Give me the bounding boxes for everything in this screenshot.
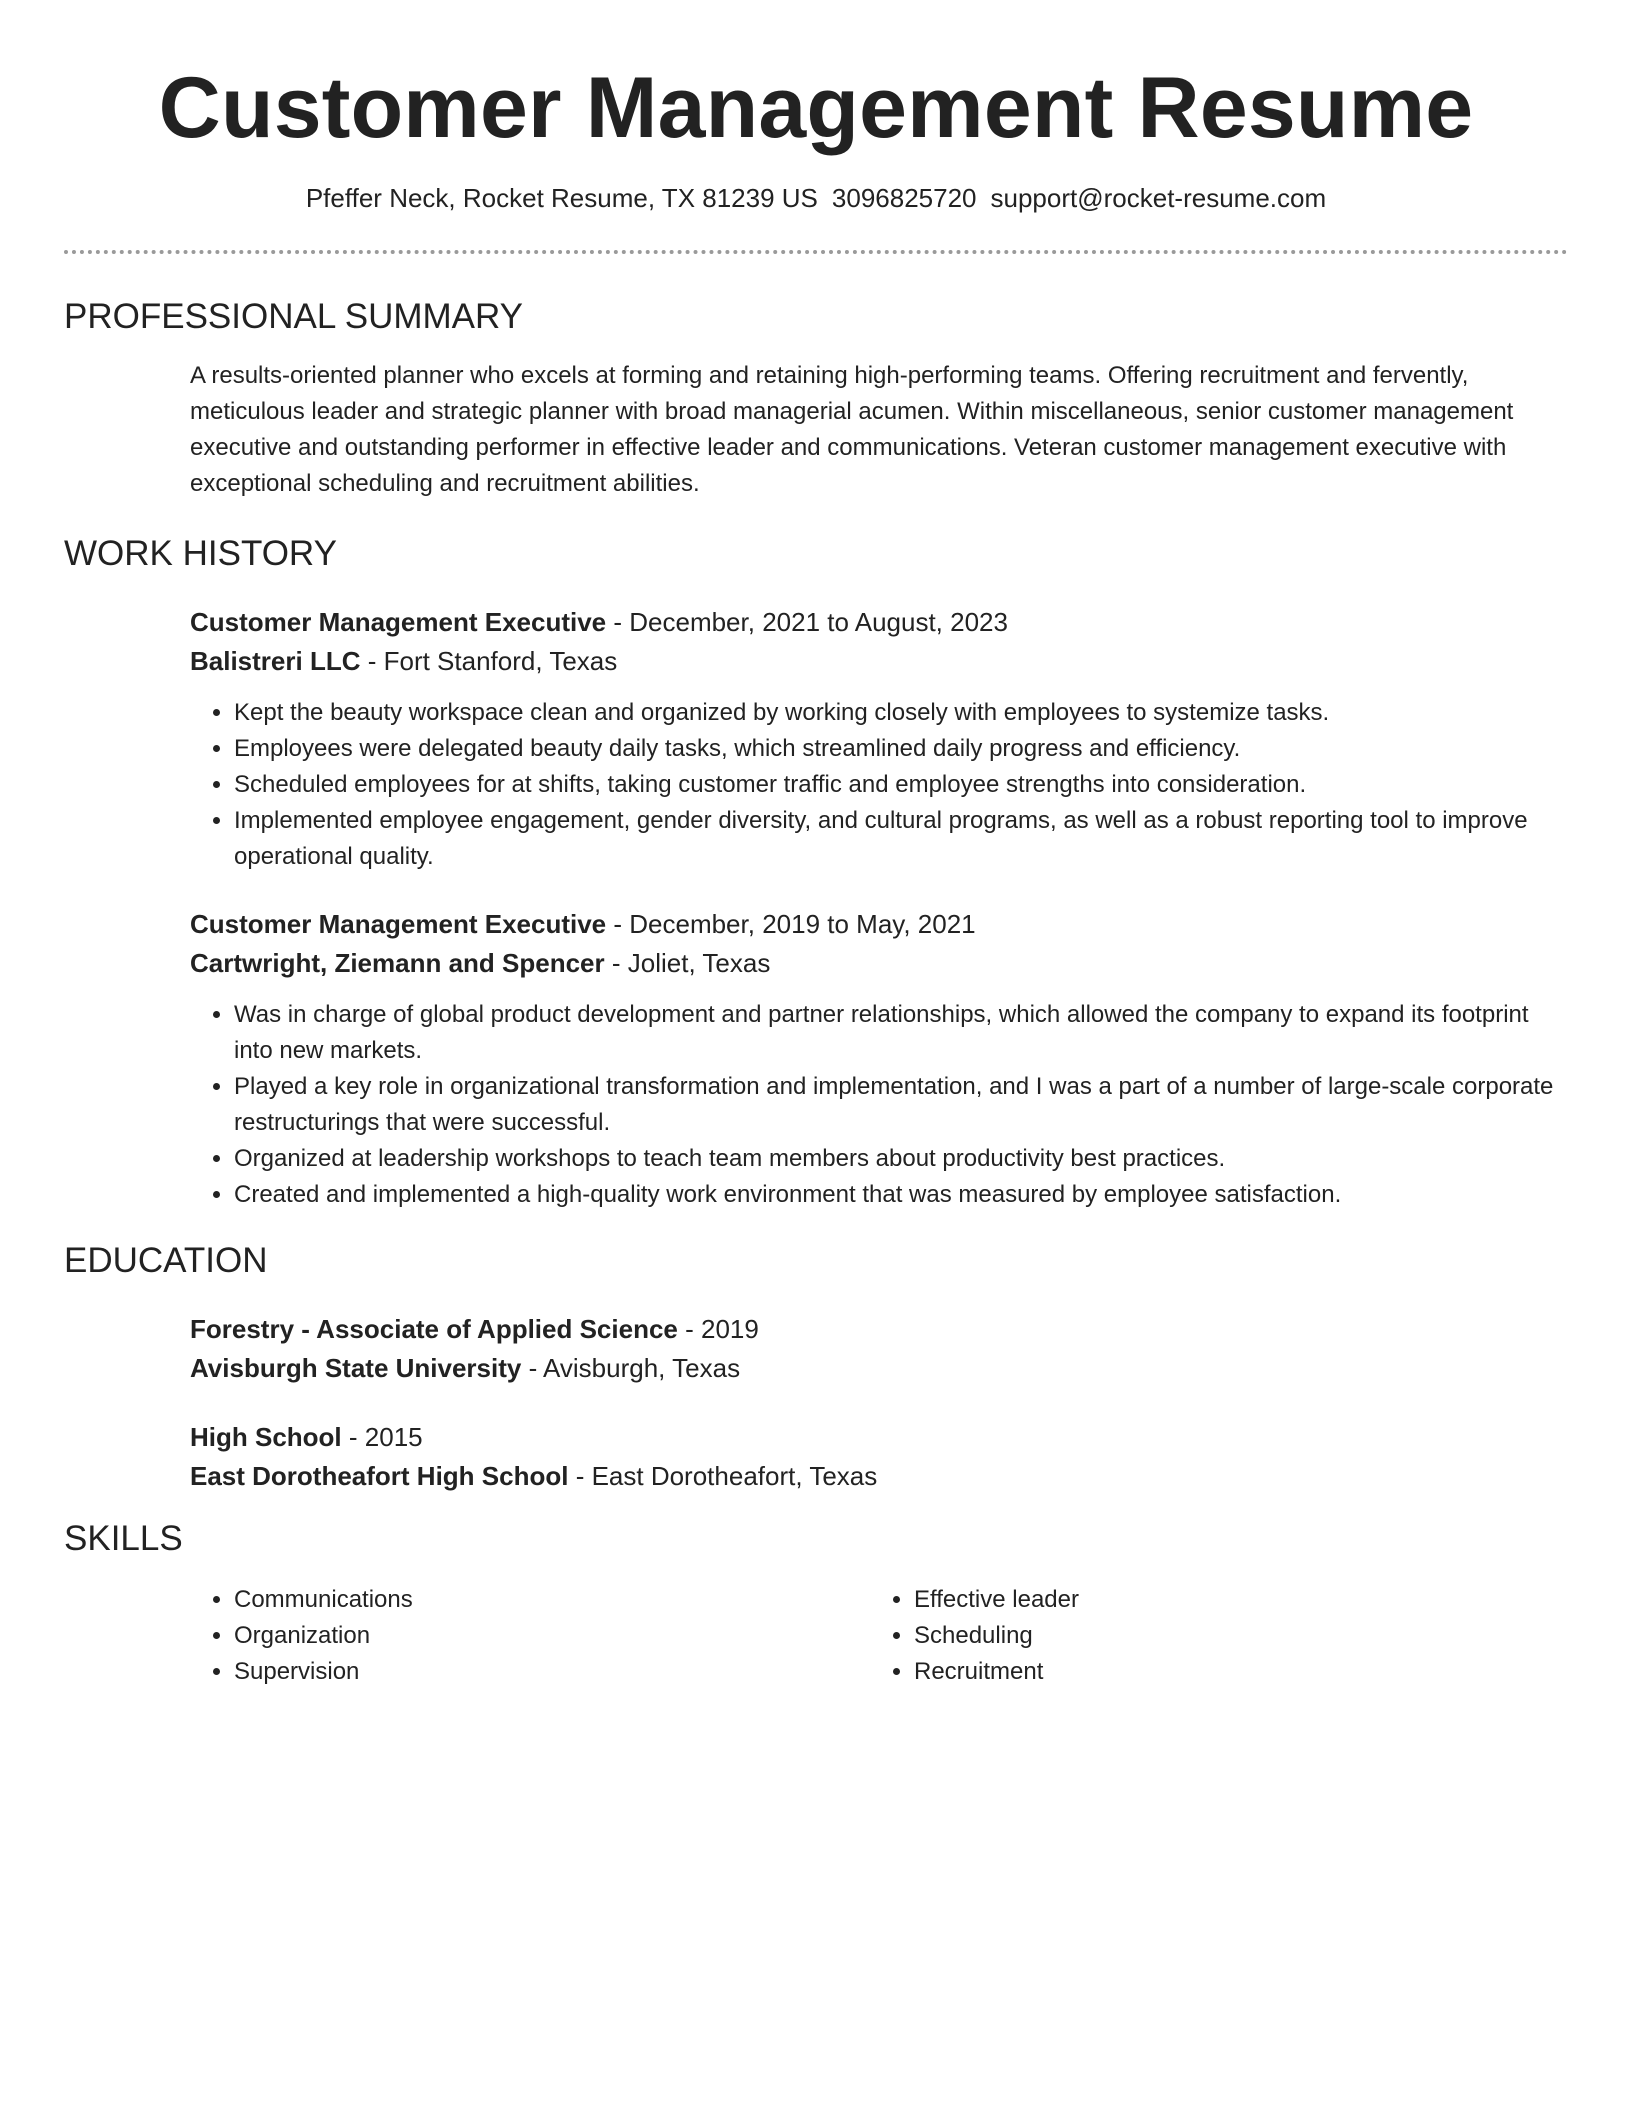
job-bullets bbox=[190, 997, 1568, 1213]
job-title: Customer Management Executive bbox=[190, 607, 607, 637]
contact-line bbox=[0, 98, 1632, 215]
skills-column-right bbox=[870, 1582, 1550, 1690]
education-heading: EDUCATION bbox=[64, 1241, 268, 1280]
degree-year: - 2019 bbox=[677, 1314, 759, 1344]
degree: High School bbox=[190, 1422, 342, 1452]
skills-heading: SKILLS bbox=[64, 1519, 183, 1558]
school-line bbox=[190, 1457, 1568, 1496]
skill-item: • Communications bbox=[234, 1582, 870, 1618]
job-bullet: • Organized at leadership workshops to teach team members about productivity best practices. bbox=[234, 1141, 1568, 1177]
skills-grid bbox=[190, 1582, 1568, 1690]
contact-email: support@rocket-resume.com bbox=[990, 183, 1327, 213]
job-bullet: • Employees were delegated beauty daily tasks, which streamlined daily progress and efficiency. bbox=[234, 731, 1568, 767]
job-bullet: • Kept the beauty workspace clean and organized by working closely with employees to systemize tasks. bbox=[234, 695, 1568, 731]
education-entry bbox=[190, 1310, 1568, 1388]
job-dates: - December, 2021 to August, 2023 bbox=[606, 607, 1008, 637]
job-bullet: • Scheduled employees for at shifts, taking customer traffic and employee strengths into consideration. bbox=[234, 767, 1568, 803]
skills-column-left bbox=[190, 1582, 870, 1690]
job-company: Balistreri LLC bbox=[190, 646, 361, 676]
skill-item: • Effective leader bbox=[914, 1582, 1550, 1618]
skill-item: • Supervision bbox=[234, 1654, 870, 1690]
resume-title: Customer Management Resume bbox=[158, 60, 1474, 156]
school-location: - East Dorotheafort, Texas bbox=[568, 1461, 878, 1491]
skill-item: • Organization bbox=[234, 1618, 870, 1654]
job-bullet: • Was in charge of global product development and partner relationships, which allowed the company to expand its footprint into new markets. bbox=[234, 997, 1568, 1069]
school-line bbox=[190, 1349, 1568, 1388]
job-title: Customer Management Executive bbox=[190, 909, 607, 939]
degree-line bbox=[190, 1310, 1568, 1349]
contact-address: Pfeffer Neck, Rocket Resume, TX 81239 US bbox=[305, 183, 818, 213]
work-history-section bbox=[64, 533, 1568, 1213]
job-entry bbox=[190, 603, 1568, 875]
degree-year: - 2015 bbox=[341, 1422, 423, 1452]
skill-item: • Recruitment bbox=[914, 1654, 1550, 1690]
skill-item: • Scheduling bbox=[914, 1618, 1550, 1654]
header-divider bbox=[64, 250, 1568, 254]
job-title-line bbox=[190, 905, 1568, 944]
job-bullets bbox=[190, 695, 1568, 875]
job-dates: - December, 2019 to May, 2021 bbox=[606, 909, 976, 939]
work-history-heading: WORK HISTORY bbox=[64, 534, 337, 573]
school: East Dorotheafort High School bbox=[190, 1461, 569, 1491]
job-entry bbox=[190, 905, 1568, 1213]
job-company-line bbox=[190, 642, 1568, 681]
summary-text: A results-oriented planner who excels at forming and retaining high-performing teams. Offering recruitment and fervently, meticulous leader and strategic planner with broad managerial acumen. Within miscellaneous, senior customer management executive and outstanding performer in effective leader and communications. Veteran customer management executive with exceptional scheduling and recruitment abilities. bbox=[190, 362, 1514, 497]
school: Avisburgh State University bbox=[190, 1353, 522, 1383]
job-company: Cartwright, Ziemann and Spencer bbox=[190, 948, 605, 978]
education-section bbox=[64, 1240, 1568, 1496]
degree: Forestry - Associate of Applied Science bbox=[190, 1314, 678, 1344]
education-entry bbox=[190, 1418, 1568, 1496]
job-bullet: • Created and implemented a high-quality work environment that was measured by employee satisfaction. bbox=[234, 1177, 1568, 1213]
job-location: - Fort Stanford, Texas bbox=[360, 646, 618, 676]
summary-heading: PROFESSIONAL SUMMARY bbox=[64, 297, 523, 336]
skills-section bbox=[64, 1518, 1568, 1690]
degree-line bbox=[190, 1418, 1568, 1457]
school-location: - Avisburgh, Texas bbox=[521, 1353, 741, 1383]
job-company-line bbox=[190, 944, 1568, 983]
job-bullet: • Implemented employee engagement, gender diversity, and cultural programs, as well as a robust reporting tool to improve operational quality. bbox=[234, 803, 1568, 875]
job-bullet: • Played a key role in organizational transformation and implementation, and I was a part of a number of large-scale corporate restructurings that were successful. bbox=[234, 1069, 1568, 1141]
contact-phone: 3096825720 bbox=[831, 183, 977, 213]
job-title-line bbox=[190, 603, 1568, 642]
job-location: - Joliet, Texas bbox=[604, 948, 771, 978]
summary-section bbox=[64, 296, 1568, 502]
